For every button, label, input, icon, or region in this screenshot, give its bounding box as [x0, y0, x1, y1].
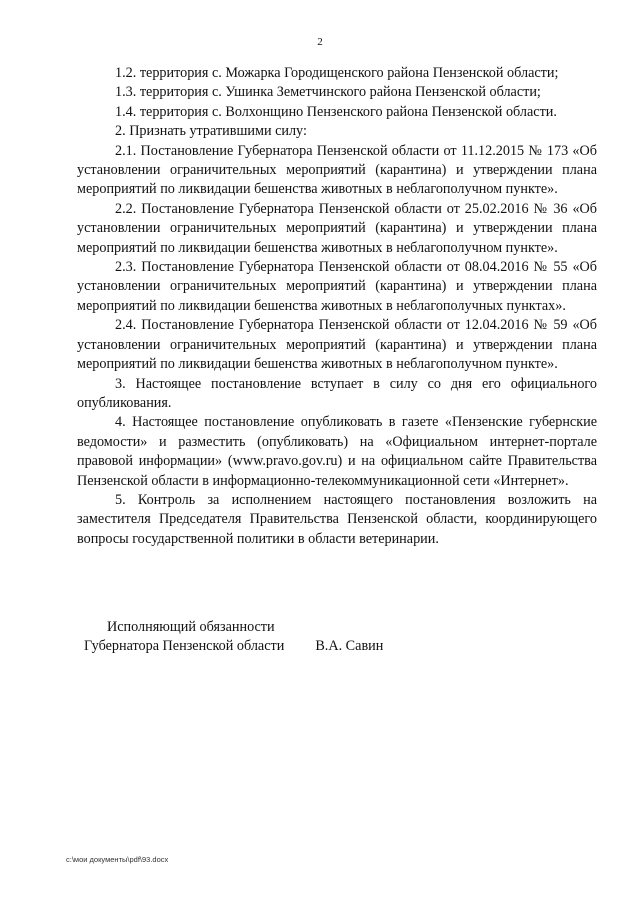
paragraph-5: 5. Контроль за исполнением настоящего постановления возложить на заместителя Председателя Правительства Пензенской области, координирующего вопросы государственной политики в области ветеринарии.: [77, 491, 597, 547]
paragraph-1-3: 1.3. территория с. Ушинка Земетчинского района Пензенской области;: [115, 84, 541, 101]
signatory-name: В.А. Савин: [315, 638, 384, 655]
paragraph-2: 2. Признать утратившими силу:: [115, 123, 307, 140]
paragraph-2-2: 2.2. Постановление Губернатора Пензенской области от 25.02.2016 № 36 «Об установлении ограничительных мероприятий (карантина) и утверждении плана мероприятий по ликвидации бешенства животных в неблагополучном пункте».: [77, 200, 597, 256]
signature-position: Губернатора Пензенской области: [84, 638, 285, 655]
paragraph-1-4: 1.4. территория с. Волхонщино Пензенского района Пензенской области.: [115, 103, 557, 120]
signature-block: [84, 618, 524, 657]
paragraph-2-1: 2.1. Постановление Губернатора Пензенской области от 11.12.2015 № 173 «Об установлении ограничительных мероприятий (карантина) и утверждении плана мероприятий по ликвидации бешенства животных в неблагополучном пункте».: [77, 142, 597, 198]
file-path-footer: c:\мои документы\pdf\93.docx: [66, 855, 169, 864]
paragraph-4: 4. Настоящее постановление опубликовать в газете «Пензенские губернские ведомости» и разместить (опубликовать) на «Официальном интернет-портале правовой информации» (www.pravo.gov.ru) и на официальном сайте Правительства Пензенской области в информационно-телекоммуникационной сети «Интернет».: [77, 414, 597, 489]
paragraph-2-4: 2.4. Постановление Губернатора Пензенской области от 12.04.2016 № 59 «Об установлении ограничительных мероприятий (карантина) и утверждении плана мероприятий по ликвидации бешенства животных в неблагополучном пункте».: [77, 317, 597, 373]
paragraph-3: 3. Настоящее постановление вступает в силу со дня его официального опубликования.: [77, 375, 597, 411]
paragraph-1-2: 1.2. территория с. Можарка Городищенского района Пензенской области;: [115, 65, 559, 81]
signature-title-line: Исполняющий обязанности: [107, 619, 275, 635]
page-number: 2: [317, 36, 323, 48]
signature-position-line: [84, 637, 524, 656]
document-body: [77, 64, 597, 549]
paragraph-2-3: 2.3. Постановление Губернатора Пензенской области от 08.04.2016 № 55 «Об установлении ограничительных мероприятий (карантина) и утверждении плана мероприятий по ликвидации бешенства животных в неблагополучных пунктах».: [77, 259, 597, 314]
